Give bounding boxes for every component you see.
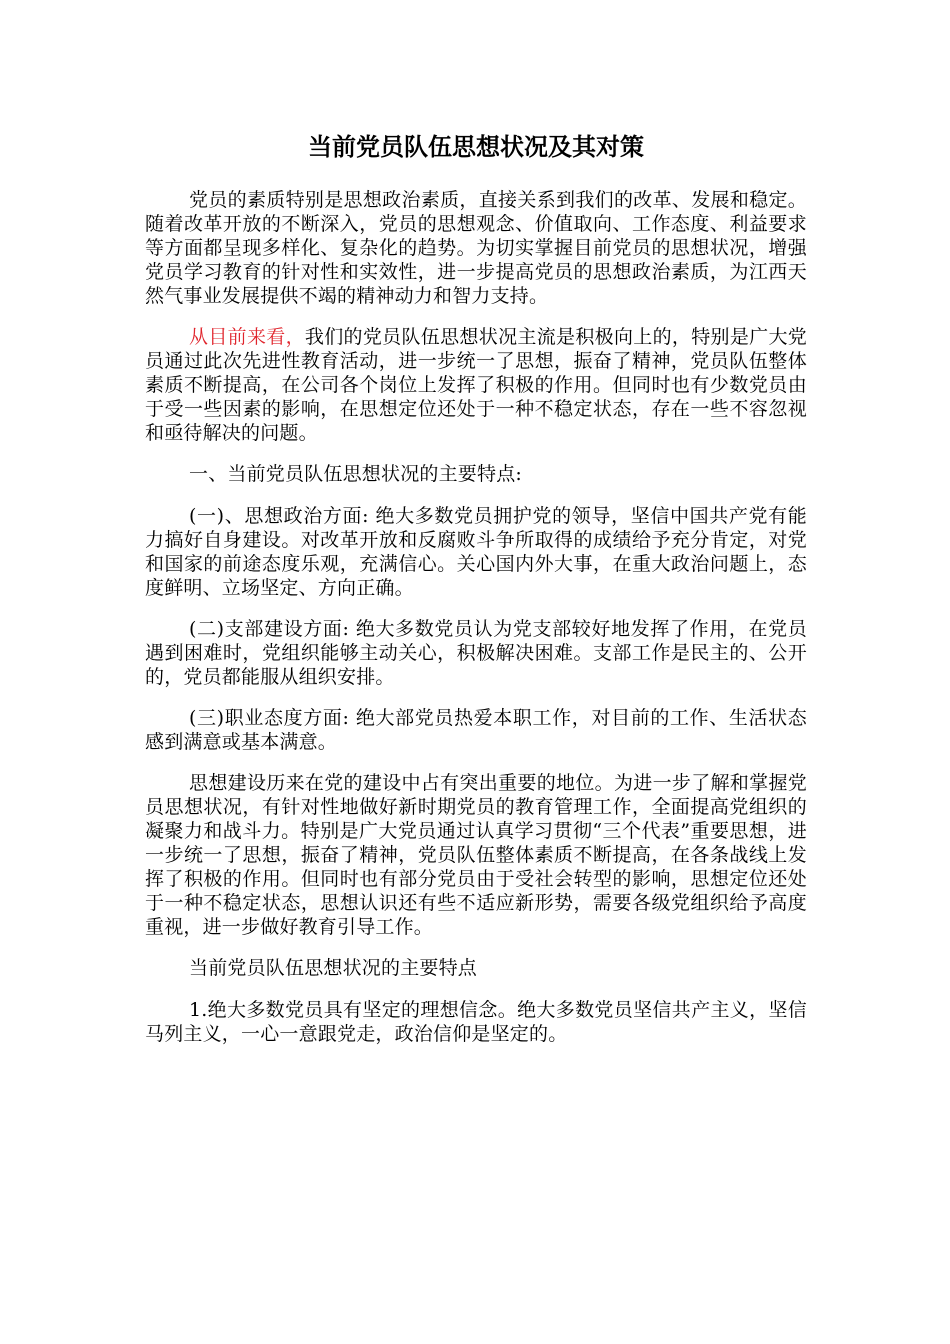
document-title: 当前党员队伍思想状况及其对策 [308,133,644,161]
paragraph-branch [145,617,807,689]
section-heading-text: 一、当前党员队伍思想状况的主要特点: [189,463,523,485]
paragraph-professional [145,706,807,754]
paragraph-current-status-text: 我们的党员队伍思想状况主流是积极向上的，特别是广大党员通过此次先进性教育活动，进一步统一了思想，振奋了精神，党员队伍整体素质不断提高，在公司各个岗位上发挥了积极的作用。但同时也有少数党员由于受一些因素的影响，在思想定位还处于一种不稳定状态，存在一些不容忽视和亟待解决的问题。 [145,326,808,444]
paragraph-branch-text: (二)支部建设方面: 绝大多数党员认为党支部较好地发挥了作用，在党员遇到困难时，党组织能够主动关心，积极解决困难。支部工作是民主的、公开的，党员都能服从组织安排。 [145,618,807,688]
paragraph-ideology-text: 思想建设历来在党的建设中占有突出重要的地位。为进一步了解和掌握党员思想状况，有针对性地做好新时期党员的教育管理工作，全面提高党组织的凝聚力和战斗力。特别是广大党员通过认真学习贯彻“三个代表”重要思想，进一步统一了思想，振奋了精神，党员队伍整体素质不断提高，在各条战线上发挥了积极的作用。但同时也有部分党员由于受社会转型的影响，思想定位还处于一种不稳定状态，思想认识还有些不适应新形势，需要各级党组织给予高度重视，进一步做好教育引导工作。 [145,772,807,938]
paragraph-point-1-text: 1.绝大多数党员具有坚定的理想信念。绝大多数党员坚信共产主义，坚信马列主义，一心一意跟党走，政治信仰是坚定的。 [145,999,807,1045]
document-page [145,130,807,1063]
paragraph-professional-text: (三)职业态度方面: 绝大部党员热爱本职工作，对目前的工作、生活状态感到满意或基本满意。 [145,707,807,753]
subheading-main-features [145,956,807,980]
paragraph-intro-text: 党员的素质特别是思想政治素质，直接关系到我们的改革、发展和稳定。随着改革开放的不断深入，党员的思想观念、价值取向、工作态度、利益要求等方面都呈现多样化、复杂化的趋势。为切实掌握目前党员的思想状况，增强党员学习教育的针对性和实效性，进一步提高党员的思想政治素质，为江西天然气事业发展提供不竭的精神动力和智力支持。 [145,189,807,307]
subheading-text: 当前党员队伍思想状况的主要特点 [189,957,478,979]
highlighted-lead-text: 从目前来看， [189,326,305,348]
paragraph-ideology [145,771,807,939]
paragraph-point-1 [145,998,807,1046]
paragraph-intro [145,188,807,308]
paragraph-political [145,504,807,600]
section-heading-main-features [145,462,807,486]
paragraph-current-status [145,325,807,445]
paragraph-political-text: (一)、思想政治方面: 绝大多数党员拥护党的领导，坚信中国共产党有能力搞好自身建设。对改革开放和反腐败斗争所取得的成绩给予充分肯定，对党和国家的前途态度乐观，充满信心。关心国内外大事，在重大政治问题上，态度鲜明、立场坚定、方向正确。 [145,505,807,599]
